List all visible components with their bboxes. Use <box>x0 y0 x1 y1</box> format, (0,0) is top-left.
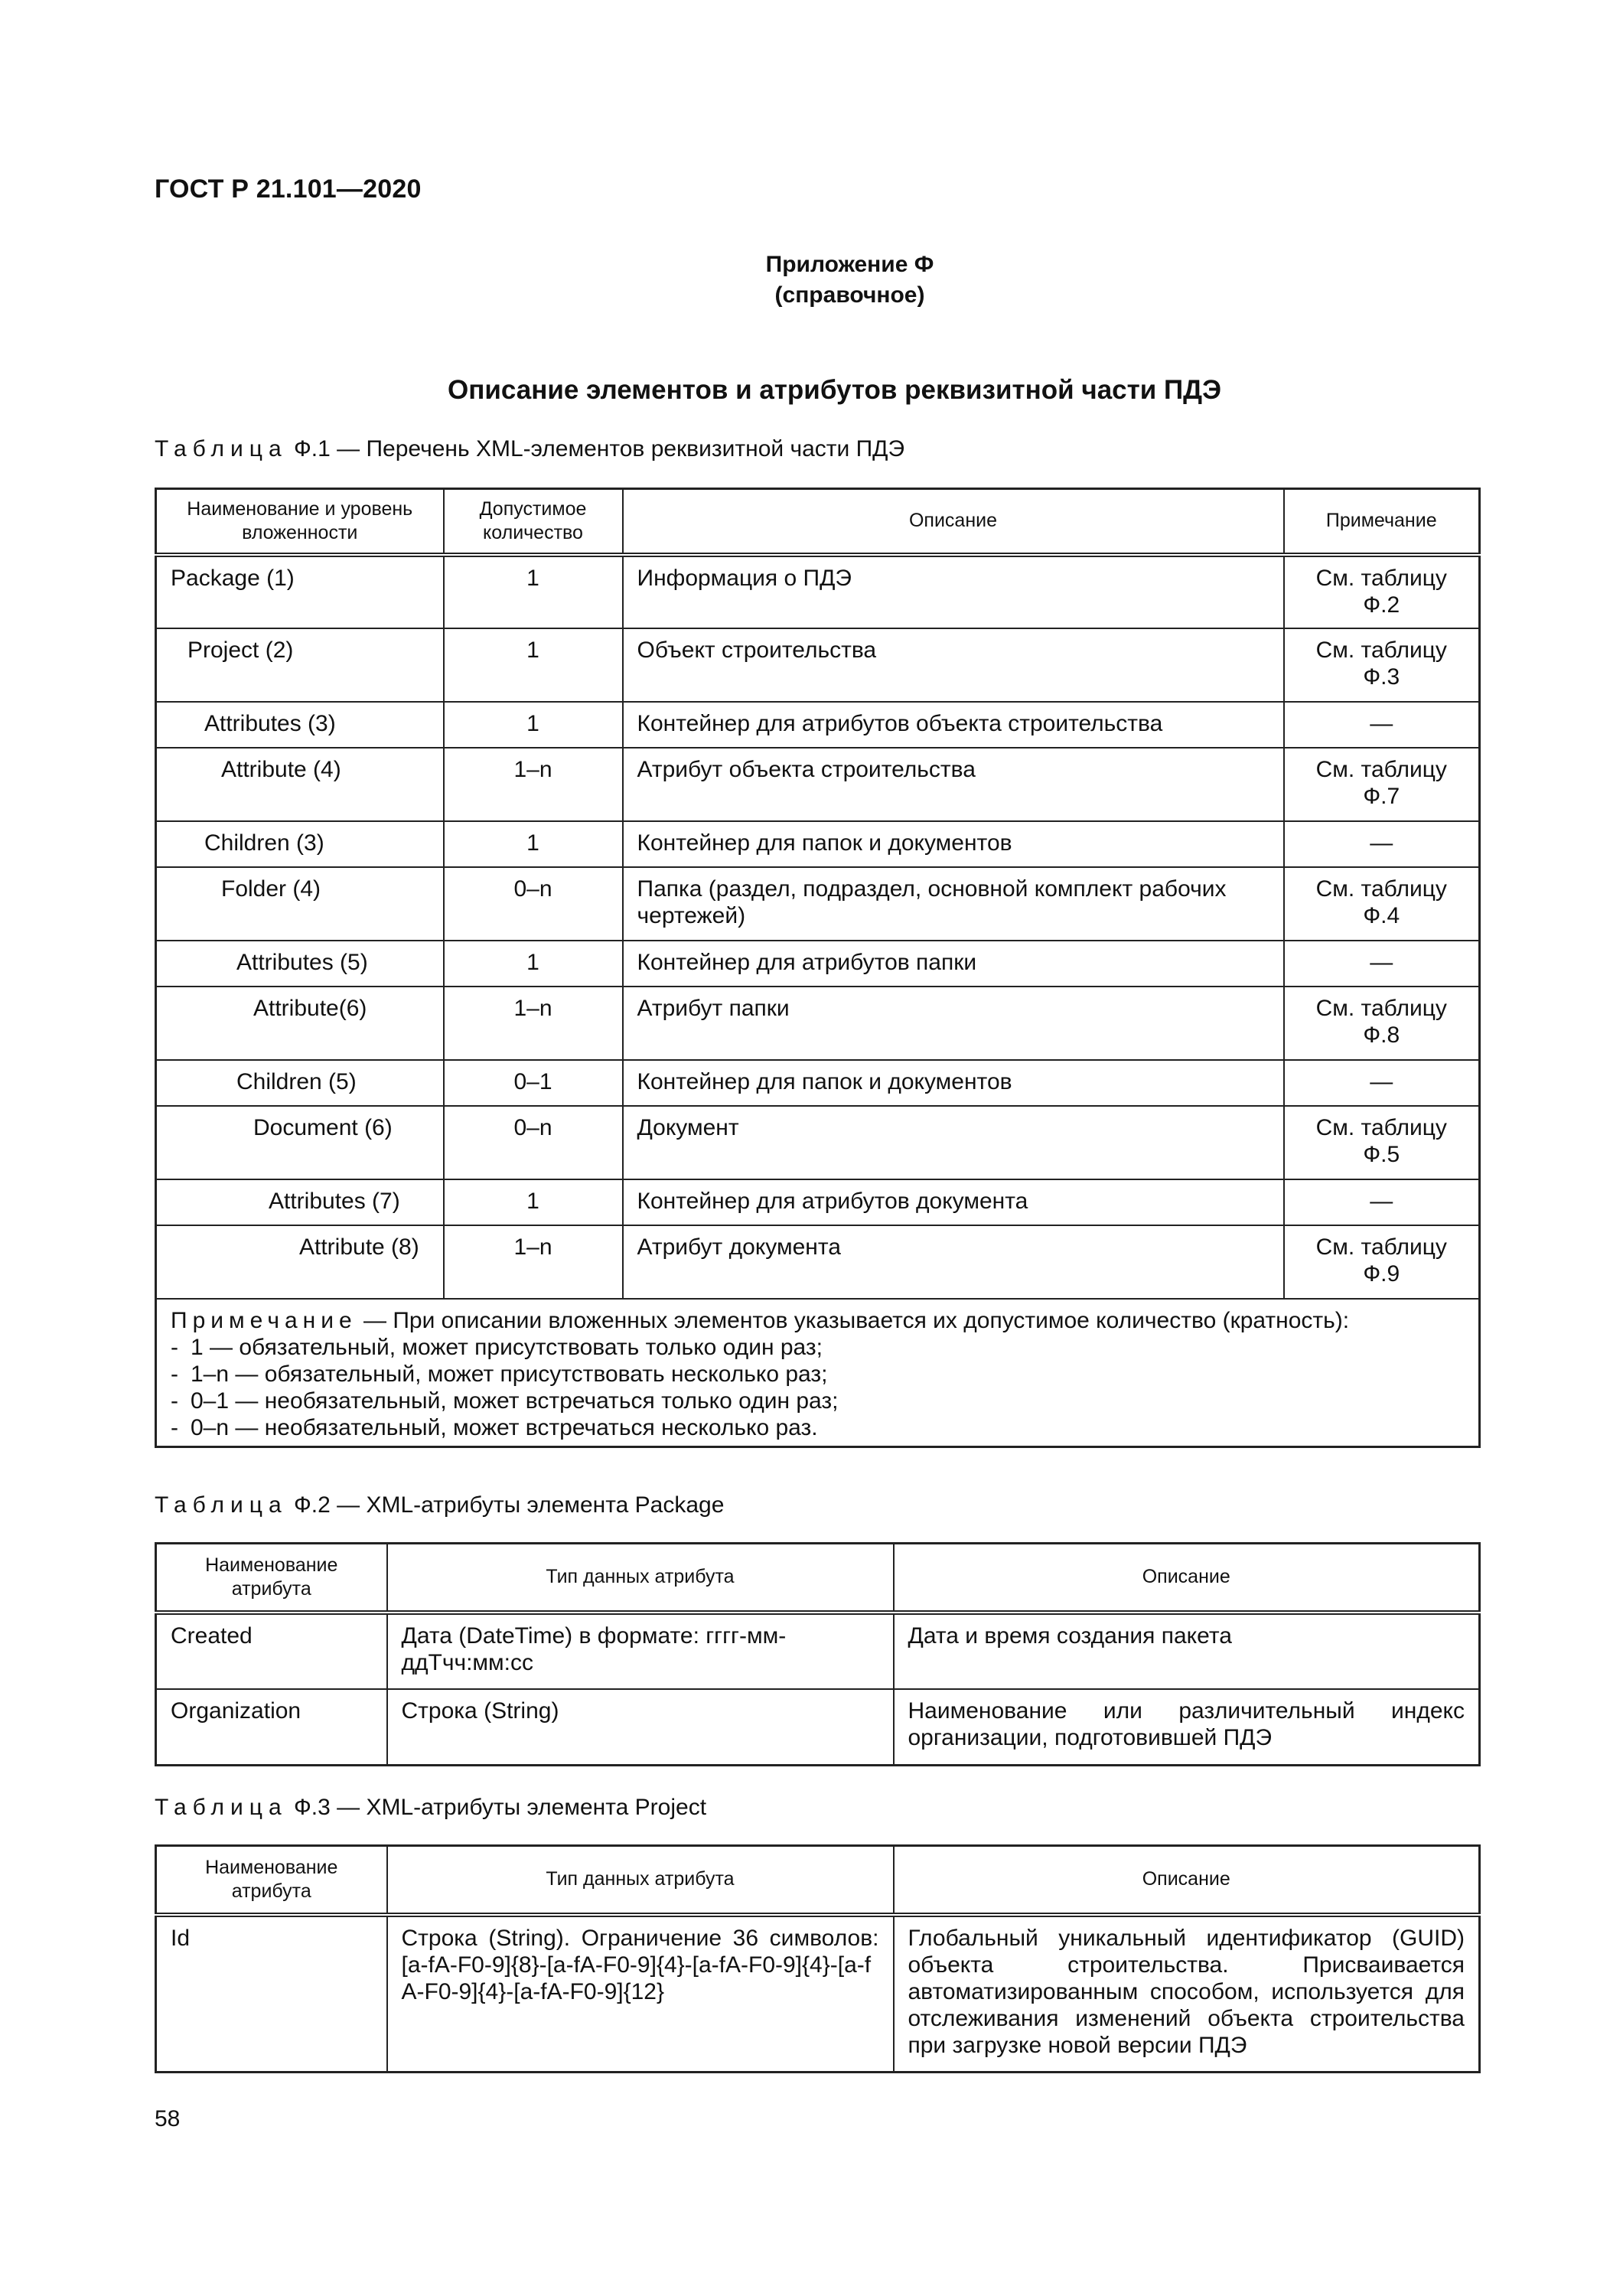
element-quantity: 0–n <box>444 1106 623 1179</box>
element-description: Контейнер для атрибутов объекта строительства <box>623 702 1284 748</box>
element-note: См. таблицу Ф.2 <box>1284 555 1480 628</box>
element-quantity: 1–n <box>444 748 623 821</box>
element-name: Children (5) <box>156 1060 444 1106</box>
element-name: Attributes (7) <box>156 1179 444 1225</box>
table-row <box>156 1613 1480 1689</box>
element-description: Контейнер для папок и документов <box>623 1060 1284 1106</box>
table2-package-attributes <box>155 1542 1481 1766</box>
table1-header-name: Наименование и уровень вложенности <box>156 489 444 555</box>
attribute-name: Id <box>156 1915 387 2073</box>
attribute-description: Дата и время создания пакета <box>894 1613 1480 1689</box>
table3-caption-text: Ф.3 — XML-атрибуты элемента Project <box>287 1795 707 1820</box>
table2-header-type: Тип данных атрибута <box>387 1544 894 1613</box>
element-description: Информация о ПДЭ <box>623 555 1284 628</box>
table-row <box>156 821 1480 867</box>
appendix-title: Приложение Ф <box>765 252 934 277</box>
table-row <box>156 987 1480 1060</box>
section-title: Описание элементов и атрибутов реквизитной части ПДЭ <box>447 375 1222 405</box>
list-item: - 0–1 — необязательный, может встречаться только один раз; <box>171 1388 839 1414</box>
element-name: Children (3) <box>156 821 444 867</box>
element-name: Attributes (3) <box>156 702 444 748</box>
element-description: Атрибут документа <box>623 1225 1284 1299</box>
table2-caption-prefix: Таблица <box>155 1492 288 1518</box>
element-description: Атрибут объекта строительства <box>623 748 1284 821</box>
element-name: Document (6) <box>156 1106 444 1179</box>
element-quantity: 1 <box>444 941 623 987</box>
element-quantity: 1 <box>444 555 623 628</box>
element-quantity: 1 <box>444 702 623 748</box>
element-name: Attribute (4) <box>156 748 444 821</box>
table-row <box>156 555 1480 628</box>
page-number: 58 <box>155 2106 181 2131</box>
list-item: - 0–n — необязательный, может встречаться несколько раз. <box>171 1414 818 1440</box>
attribute-type: Дата (DateTime) в формате: гггг-мм-ддТчч:мм:сс <box>387 1613 894 1689</box>
table3-header-name: Наименование атрибута <box>156 1846 387 1915</box>
element-note: — <box>1284 702 1480 748</box>
table2-header-row <box>156 1544 1480 1613</box>
table-row <box>156 702 1480 748</box>
element-note: См. таблицу Ф.3 <box>1284 628 1480 702</box>
attribute-type: Строка (String) <box>387 1689 894 1766</box>
element-note: См. таблицу Ф.9 <box>1284 1225 1480 1299</box>
element-note: См. таблицу Ф.8 <box>1284 987 1480 1060</box>
table-row <box>156 748 1480 821</box>
appendix-kind: (справочное) <box>774 282 925 308</box>
table1-elements <box>155 488 1481 1448</box>
table-row <box>156 1915 1480 2073</box>
element-name: Attribute (8) <box>156 1225 444 1299</box>
table1-header-note: Примечание <box>1284 489 1480 555</box>
element-quantity: 1–n <box>444 1225 623 1299</box>
element-name: Folder (4) <box>156 867 444 941</box>
note-text: — При описании вложенных элементов указывается их допустимое количество (кратность): <box>357 1307 1350 1333</box>
list-item: - 1 — обязательный, может присутствовать только один раз; <box>171 1334 823 1360</box>
table2-caption <box>155 1492 724 1518</box>
element-quantity: 1 <box>444 1179 623 1225</box>
table3-caption <box>155 1795 706 1821</box>
table-row <box>156 1179 1480 1225</box>
element-note: — <box>1284 821 1480 867</box>
element-name: Attributes (5) <box>156 941 444 987</box>
element-description: Контейнер для папок и документов <box>623 821 1284 867</box>
table1-caption-text: Ф.1 — Перечень XML-элементов реквизитной части ПДЭ <box>287 436 905 461</box>
attribute-description: Наименование или различительный индекс организации, подготовившей ПДЭ <box>894 1689 1480 1766</box>
element-description: Объект строительства <box>623 628 1284 702</box>
element-quantity: 0–1 <box>444 1060 623 1106</box>
element-description: Контейнер для атрибутов документа <box>623 1179 1284 1225</box>
note-item-text: 0–n — необязательный, может встречаться несколько раз. <box>191 1414 818 1440</box>
element-note: — <box>1284 941 1480 987</box>
appendix-heading <box>0 249 1623 311</box>
table2-header-name: Наименование атрибута <box>156 1544 387 1613</box>
element-note: См. таблицу Ф.5 <box>1284 1106 1480 1179</box>
element-note: См. таблицу Ф.4 <box>1284 867 1480 941</box>
table-row <box>156 1106 1480 1179</box>
element-name: Attribute(6) <box>156 987 444 1060</box>
table1-header-row <box>156 489 1480 555</box>
table1-header-desc: Описание <box>623 489 1284 555</box>
element-name: Package (1) <box>156 555 444 628</box>
attribute-name: Organization <box>156 1689 387 1766</box>
table3-header-desc: Описание <box>894 1846 1480 1915</box>
table2-header-desc: Описание <box>894 1544 1480 1613</box>
table-row <box>156 941 1480 987</box>
table2-caption-text: Ф.2 — XML-атрибуты элемента Package <box>287 1492 725 1518</box>
table1-caption-prefix: Таблица <box>155 436 288 461</box>
element-description: Документ <box>623 1106 1284 1179</box>
element-description: Атрибут папки <box>623 987 1284 1060</box>
document-code: ГОСТ Р 21.101—2020 <box>155 174 422 204</box>
element-note: — <box>1284 1179 1480 1225</box>
element-quantity: 1 <box>444 628 623 702</box>
table-row <box>156 1689 1480 1766</box>
table-row <box>156 1225 1480 1299</box>
table1-note-row <box>156 1299 1480 1447</box>
table1-note <box>156 1299 1480 1447</box>
table-row <box>156 1060 1480 1106</box>
element-quantity: 0–n <box>444 867 623 941</box>
note-item-text: 1–n — обязательный, может присутствовать несколько раз; <box>191 1361 828 1387</box>
attribute-description: Глобальный уникальный идентификатор (GUID) объекта строительства. Присваивается автоматизированным способом, используется для отслеживания изменений объекта строительства при загрузке новой версии ПДЭ <box>894 1915 1480 2073</box>
note-item-text: 1 — обязательный, может присутствовать только один раз; <box>191 1334 823 1360</box>
table1-caption <box>155 436 904 462</box>
attribute-name: Created <box>156 1613 387 1689</box>
table3-header-row <box>156 1846 1480 1915</box>
table-row <box>156 867 1480 941</box>
table3-project-attributes <box>155 1844 1481 2073</box>
note-label: Примечание <box>171 1307 357 1333</box>
table1-header-qty: Допустимое количество <box>444 489 623 555</box>
element-name: Project (2) <box>156 628 444 702</box>
note-heading <box>171 1307 1465 1334</box>
element-quantity: 1–n <box>444 987 623 1060</box>
list-item: - 1–n — обязательный, может присутствовать несколько раз; <box>171 1361 828 1387</box>
note-item-text: 0–1 — необязательный, может встречаться только один раз; <box>191 1388 839 1414</box>
element-description: Контейнер для атрибутов папки <box>623 941 1284 987</box>
table3-header-type: Тип данных атрибута <box>387 1846 894 1915</box>
element-description: Папка (раздел, подраздел, основной комплект рабочих чертежей) <box>623 867 1284 941</box>
element-quantity: 1 <box>444 821 623 867</box>
table3-caption-prefix: Таблица <box>155 1795 288 1820</box>
table-row <box>156 628 1480 702</box>
element-note: — <box>1284 1060 1480 1106</box>
attribute-type: Строка (String). Ограничение 36 символов: [a-fA-F0-9]{8}-[a-fA-F0-9]{4}-[a-fA-F0-9]{4}-[a-fA-F0-9]{4}-[a-fA-F0-9]{12} <box>387 1915 894 2073</box>
element-note: См. таблицу Ф.7 <box>1284 748 1480 821</box>
